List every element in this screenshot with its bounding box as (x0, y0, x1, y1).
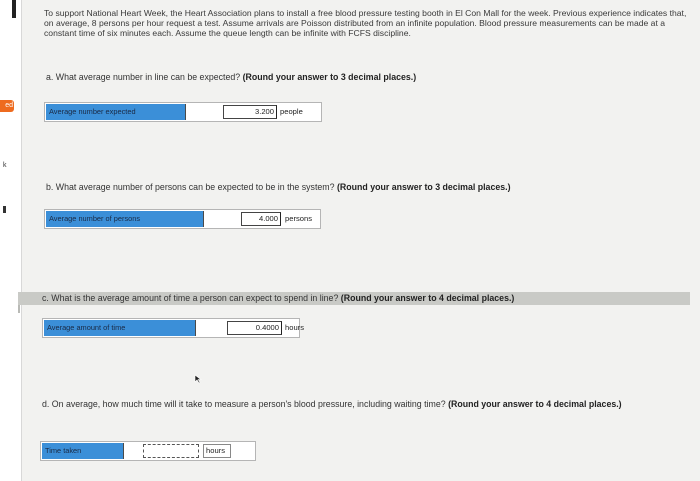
question-d-prompt: d. On average, how much time will it take to measure a person's blood pressure, including waiting time? (42, 399, 446, 409)
question-b-prompt: b. What average number of persons can be expected to be in the system? (46, 182, 335, 192)
answer-row-a (44, 102, 322, 122)
answer-row-d (40, 441, 256, 461)
answer-a-unit: people (280, 107, 303, 116)
answer-row-b (44, 209, 321, 229)
answer-c-label (44, 320, 196, 336)
answer-b-input[interactable]: 4.000 (241, 212, 281, 226)
rail-marker (3, 206, 6, 213)
question-c-prompt: c. What is the average amount of time a person can expect to spend in line? (42, 293, 339, 303)
question-d-instruction: (Round your answer to 4 decimal places.) (448, 399, 622, 409)
question-a (46, 72, 686, 83)
answer-a-label (46, 104, 186, 120)
left-rail (0, 0, 22, 481)
question-b-instruction: (Round your answer to 3 decimal places.) (336, 182, 511, 192)
answer-b-label (46, 211, 204, 227)
answer-a-input[interactable]: 3.200 (223, 105, 277, 119)
answer-b-unit: persons (285, 214, 313, 223)
question-c (42, 293, 692, 304)
question-b (46, 182, 686, 193)
rail-status-tag[interactable]: ed (0, 100, 14, 112)
answer-c-unit: hours (285, 323, 304, 332)
question-a-prompt: a. What average number in line can be expected? (46, 72, 241, 82)
answer-c-input[interactable]: 0.4000 (227, 321, 282, 335)
question-content (22, 0, 700, 481)
answer-d-input[interactable] (143, 444, 199, 458)
answer-d-unit: hours (203, 444, 231, 458)
rail-bar (12, 0, 16, 18)
answer-b-label-text: Average number of persons (49, 214, 141, 223)
question-a-instruction: (Round your answer to 3 decimal places.) (242, 72, 417, 82)
answer-row-c (42, 318, 304, 338)
problem-statement: To support National Heart Week, the Heart Association plans to install a free blood pressure testing booth in El Con Mall for the week. Previous experience indicates that, on average, 8 persons per hour request a test. Assume arrivals are Poisson distributed from an infinite population. Blood pressure measurements can be made at a constant time of six minutes each. Assume the queue length can be infinite with FCFS discipline. (44, 8, 687, 39)
question-c-instruction: (Round your answer to 4 decimal places.) (340, 293, 515, 303)
answer-d-label-text: Time taken (45, 446, 82, 455)
answer-d-label (42, 443, 124, 459)
answer-c-label-text: Average amount of time (47, 323, 126, 332)
question-c-highlight-edge (18, 305, 20, 313)
answer-a-label-text: Average number expected (49, 107, 136, 116)
question-d (42, 399, 682, 410)
mouse-cursor-icon (194, 374, 204, 384)
rail-mark: k (3, 162, 7, 169)
